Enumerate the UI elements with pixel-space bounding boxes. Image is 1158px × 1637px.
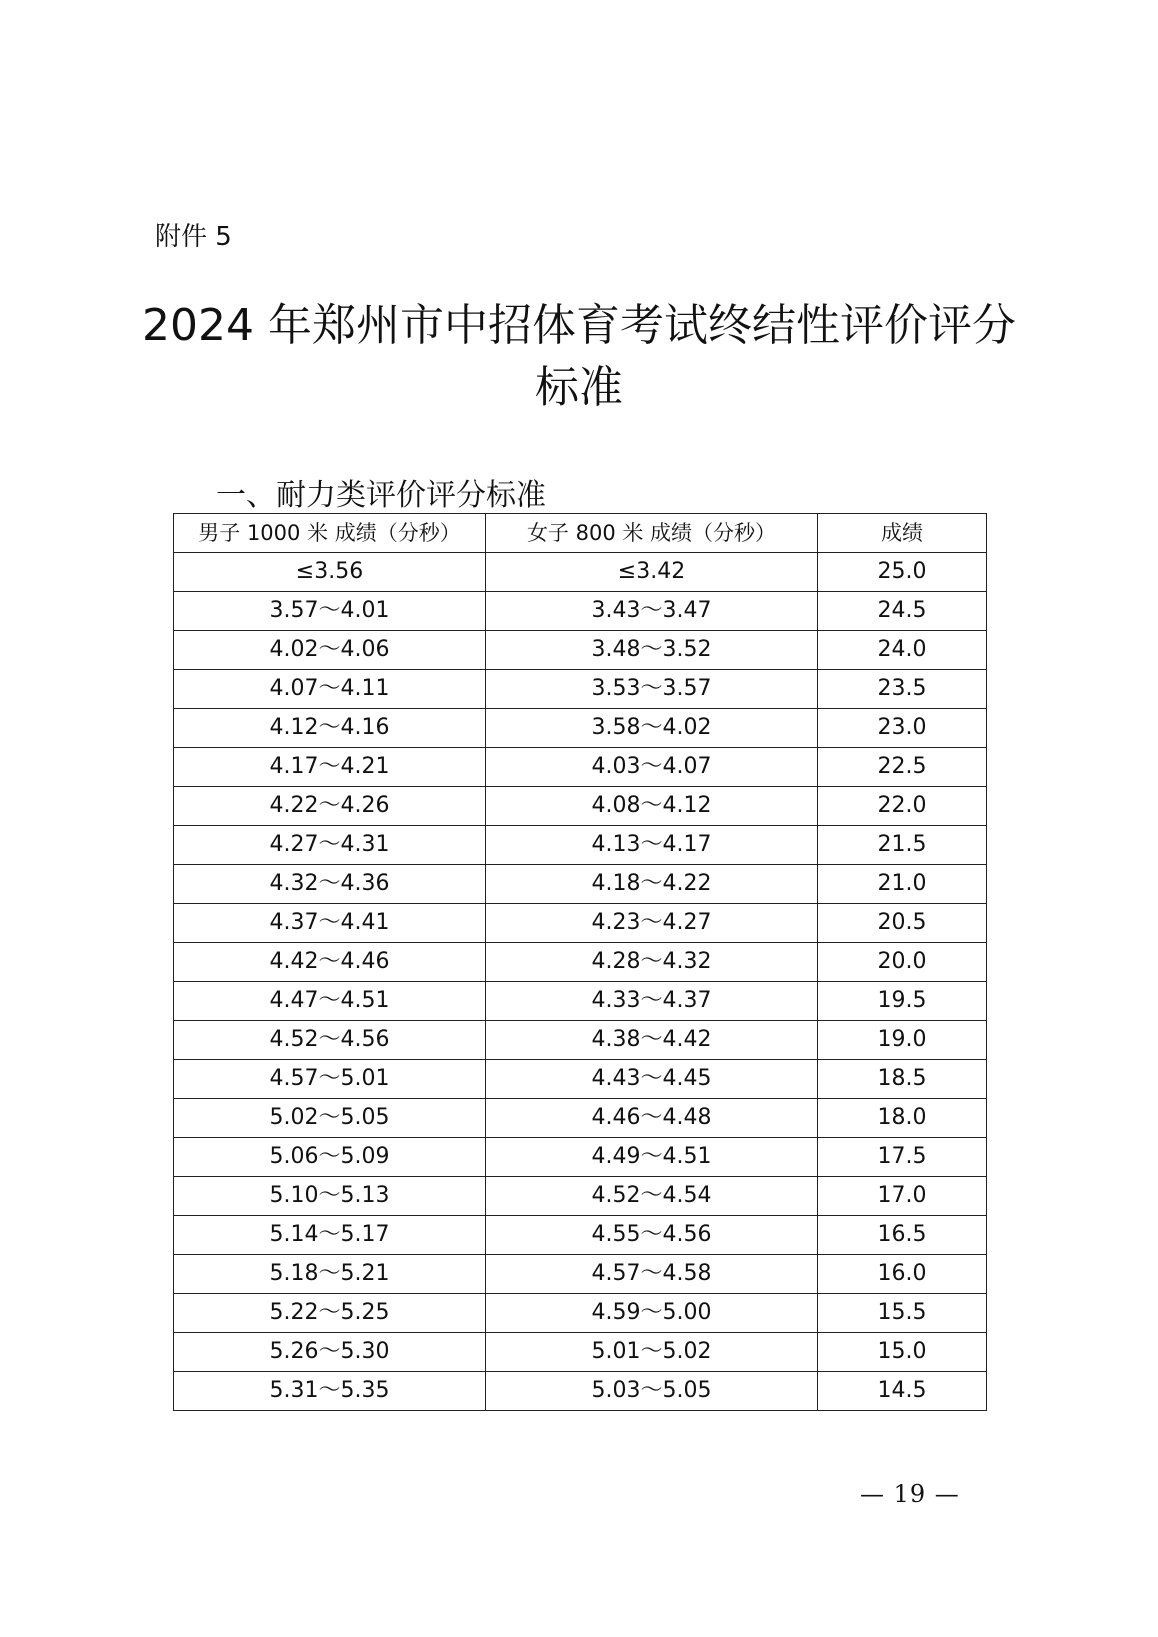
table-row [174,1333,987,1372]
table-row [174,709,987,748]
table-header-row [174,514,987,553]
cell-score: 17.5 [818,1138,987,1177]
scoring-table [173,513,987,1411]
cell-female-time: 4.52～4.54 [486,1177,818,1216]
table-row [174,553,987,592]
cell-score: 23.5 [818,670,987,709]
table-row [174,787,987,826]
cell-score: 24.5 [818,592,987,631]
cell-male-time: 4.32～4.36 [174,865,486,904]
table-row [174,1255,987,1294]
cell-female-time: 4.13～4.17 [486,826,818,865]
cell-male-time: 5.10～5.13 [174,1177,486,1216]
cell-score: 16.0 [818,1255,987,1294]
page-number: — 19 — [860,1480,960,1508]
cell-female-time: 4.08～4.12 [486,787,818,826]
cell-score: 22.5 [818,748,987,787]
cell-female-time: 4.43～4.45 [486,1060,818,1099]
table-row [174,1060,987,1099]
table-row [174,670,987,709]
cell-score: 19.5 [818,982,987,1021]
cell-score: 15.5 [818,1294,987,1333]
cell-female-time: 3.43～3.47 [486,592,818,631]
cell-score: 19.0 [818,1021,987,1060]
cell-female-time: 4.38～4.42 [486,1021,818,1060]
cell-female-time: 4.33～4.37 [486,982,818,1021]
cell-female-time: 3.53～3.57 [486,670,818,709]
document-title [120,295,1038,419]
table-row [174,826,987,865]
cell-female-time: 4.18～4.22 [486,865,818,904]
table-row [174,904,987,943]
cell-male-time: 3.57～4.01 [174,592,486,631]
table-row [174,943,987,982]
cell-male-time: 5.26～5.30 [174,1333,486,1372]
cell-male-time: 4.52～4.56 [174,1021,486,1060]
cell-female-time: 3.58～4.02 [486,709,818,748]
cell-score: 18.5 [818,1060,987,1099]
cell-male-time: 5.14～5.17 [174,1216,486,1255]
title-line-2: 标准 [535,362,623,413]
cell-male-time: 4.12～4.16 [174,709,486,748]
cell-male-time: 4.37～4.41 [174,904,486,943]
table-body [174,553,987,1411]
cell-male-time: 4.27～4.31 [174,826,486,865]
table-row [174,1021,987,1060]
table-row [174,1099,987,1138]
title-line-1: 2024 年郑州市中招体育考试终结性评价评分 [142,300,1016,351]
cell-score: 24.0 [818,631,987,670]
cell-score: 14.5 [818,1372,987,1411]
table-row [174,982,987,1021]
cell-male-time: 4.02～4.06 [174,631,486,670]
cell-female-time: 4.23～4.27 [486,904,818,943]
header-female-800m: 女子 800 米 成绩（分秒） [486,514,818,553]
cell-male-time: 4.22～4.26 [174,787,486,826]
table-row [174,1177,987,1216]
cell-female-time: 4.03～4.07 [486,748,818,787]
table-row [174,1294,987,1333]
cell-male-time: ≤3.56 [174,553,486,592]
cell-score: 23.0 [818,709,987,748]
cell-male-time: 5.22～5.25 [174,1294,486,1333]
cell-male-time: 4.17～4.21 [174,748,486,787]
cell-score: 22.0 [818,787,987,826]
cell-female-time: 4.55～4.56 [486,1216,818,1255]
cell-male-time: 5.02～5.05 [174,1099,486,1138]
cell-female-time: 4.59～5.00 [486,1294,818,1333]
table-row [174,865,987,904]
cell-female-time: 4.49～4.51 [486,1138,818,1177]
cell-score: 20.0 [818,943,987,982]
section-heading: 一、耐力类评价评分标准 [216,478,546,513]
cell-score: 21.5 [818,826,987,865]
cell-female-time: 5.01～5.02 [486,1333,818,1372]
cell-score: 18.0 [818,1099,987,1138]
table-row [174,1138,987,1177]
header-male-1000m: 男子 1000 米 成绩（分秒） [174,514,486,553]
header-score: 成绩 [818,514,987,553]
cell-score: 15.0 [818,1333,987,1372]
table-row [174,592,987,631]
cell-male-time: 4.47～4.51 [174,982,486,1021]
cell-female-time: 4.46～4.48 [486,1099,818,1138]
cell-female-time: ≤3.42 [486,553,818,592]
cell-female-time: 4.28～4.32 [486,943,818,982]
cell-score: 20.5 [818,904,987,943]
cell-male-time: 4.07～4.11 [174,670,486,709]
cell-female-time: 5.03～5.05 [486,1372,818,1411]
cell-male-time: 4.42～4.46 [174,943,486,982]
cell-male-time: 5.06～5.09 [174,1138,486,1177]
cell-score: 16.5 [818,1216,987,1255]
cell-score: 25.0 [818,553,987,592]
cell-male-time: 5.18～5.21 [174,1255,486,1294]
cell-male-time: 4.57～5.01 [174,1060,486,1099]
cell-score: 21.0 [818,865,987,904]
table-row [174,1372,987,1411]
table-row [174,748,987,787]
attachment-label: 附件 5 [155,222,232,252]
cell-female-time: 3.48～3.52 [486,631,818,670]
cell-female-time: 4.57～4.58 [486,1255,818,1294]
cell-male-time: 5.31～5.35 [174,1372,486,1411]
table-row [174,631,987,670]
table-row [174,1216,987,1255]
cell-score: 17.0 [818,1177,987,1216]
